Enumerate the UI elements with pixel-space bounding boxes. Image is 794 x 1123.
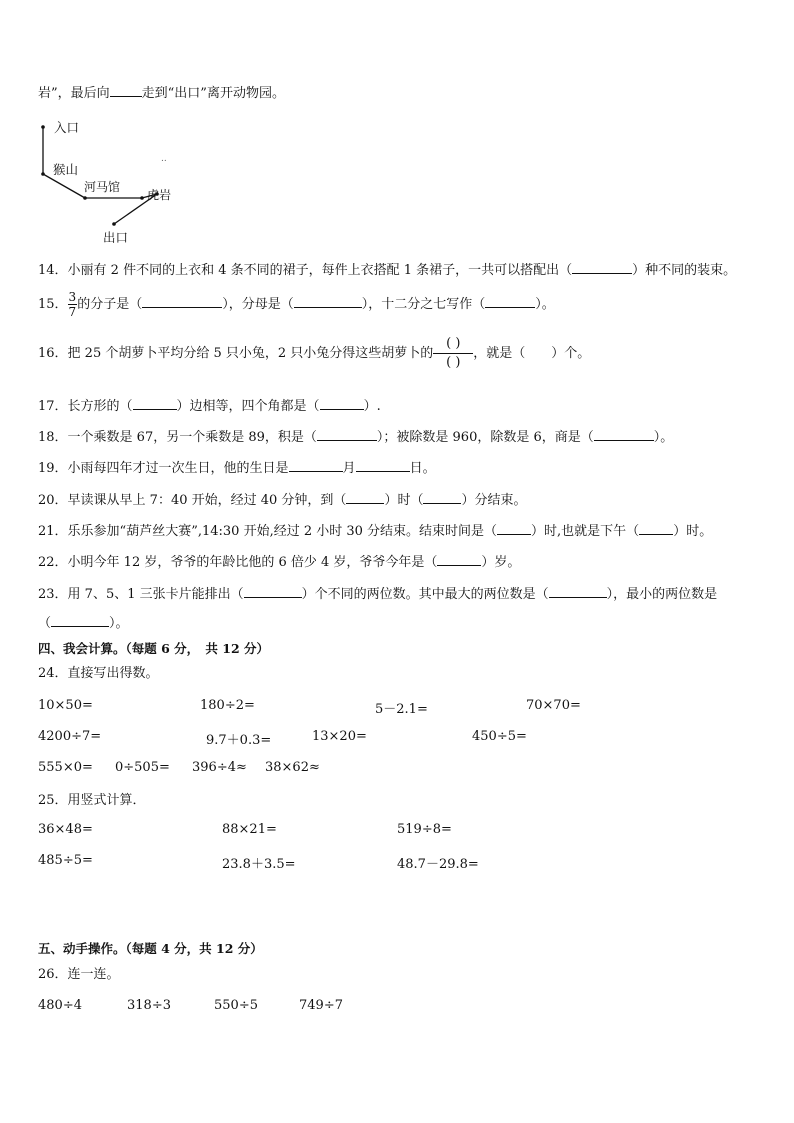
q24-r1-c3: 5－2.1= <box>375 702 428 717</box>
q23-text-line2-pre: （ <box>38 616 52 631</box>
map-label-monkey-hill: 猴山 <box>53 162 79 177</box>
q25-title: 25．用竖式计算． <box>38 793 146 808</box>
q26-title: 26．连一连。 <box>38 967 120 982</box>
q19-text-mid: 月 <box>342 461 356 476</box>
q24-r3-c3: 396÷4≈ <box>192 760 247 775</box>
q24-r2-c1: 4200÷7= <box>38 729 102 744</box>
q15-text-a: 的分子是（ <box>77 297 143 312</box>
q21-blank-pm-time[interactable] <box>639 521 673 535</box>
q14-text-post: ）种不同的装束。 <box>632 263 737 278</box>
q23-blank-smallest[interactable] <box>51 613 109 627</box>
q17-text-post: ）. <box>363 399 381 414</box>
q24-r3-c4: 38×62≈ <box>265 760 320 775</box>
q15-fraction-denominator: 7 <box>68 305 77 319</box>
q22-text-pre: 22．小明今年 12 岁，爷爷的年龄比他的 6 倍少 4 岁，爷爷今年是（ <box>38 555 438 570</box>
map-label-tiger-rock: 虎岩 <box>147 188 172 202</box>
q24-r1-c2: 180÷2= <box>200 698 255 713</box>
q19-blank-month[interactable] <box>289 458 343 472</box>
zoo-map-diagram <box>30 112 230 247</box>
q20-text-pre: 20．早读课从早上 7：40 开始，经过 40 分钟，到（ <box>38 493 347 508</box>
q17-blank-1[interactable] <box>133 396 177 410</box>
q16-text-post: ，就是（ ）个。 <box>473 346 591 361</box>
map-dots: .. <box>161 154 167 164</box>
q15-text-b: ），分母是（ <box>222 297 294 312</box>
q19 <box>38 458 436 477</box>
q18-text-mid: ）；被除数是 960，除数是 6，商是（ <box>376 430 594 445</box>
q15-fraction <box>68 290 78 319</box>
q23-text-post: ），最小的两位数是 <box>606 587 718 602</box>
q14-text-pre: 14．小丽有 2 件不同的上衣和 4 条不同的裙子，每件上衣搭配 1 条裙子，一共可以搭配出（ <box>38 263 573 278</box>
q24-r2-c3: 13×20= <box>312 729 367 744</box>
q21-blank-end-time[interactable] <box>497 521 531 535</box>
q26-item-2[interactable]: 318÷3 <box>127 998 171 1013</box>
q24-r2-c2: 9.7＋0.3= <box>206 733 272 748</box>
q24-r1-c1: 10×50= <box>38 698 93 713</box>
q19-text-pre: 19．小雨每四年才过一次生日，他的生日是 <box>38 461 289 476</box>
q20-blank-hour[interactable] <box>346 490 384 504</box>
q25-r2-c1: 485÷5= <box>38 853 93 868</box>
q25-r1-c2: 88×21= <box>222 822 277 837</box>
q23-text-mid: ）个不同的两位数。其中最大的两位数是（ <box>301 587 549 602</box>
q24-r1-c4: 70×70= <box>526 698 581 713</box>
q14 <box>38 260 736 279</box>
q16 <box>38 334 590 374</box>
q13-tail <box>38 83 285 102</box>
q14-blank[interactable] <box>572 260 632 274</box>
q25-r2-c2: 23.8＋3.5= <box>222 857 296 872</box>
section-5-title: 五、动手操作。（每题 4 分，共 12 分） <box>38 941 263 956</box>
q22 <box>38 552 520 571</box>
q24-r3-c1: 555×0= <box>38 760 93 775</box>
q15-number: 15． <box>38 297 68 312</box>
q16-fraction-denominator[interactable]: ( ) <box>446 355 461 370</box>
q21-text-post: ）时。 <box>673 524 713 539</box>
q15-blank-denominator[interactable] <box>294 294 362 308</box>
q16-text-pre: 16．把 25 个胡萝卜平均分给 5 只小兔，2 只小兔分得这些胡萝卜的 <box>38 346 434 361</box>
map-label-exit: 出口 <box>103 230 129 245</box>
q17-blank-2[interactable] <box>320 396 364 410</box>
q24-r2-c4: 450÷5= <box>472 729 527 744</box>
q23-blank-largest[interactable] <box>549 584 607 598</box>
q21 <box>38 521 712 540</box>
q13-text-pre: 岩”，最后向 <box>38 86 110 101</box>
q17 <box>38 396 381 415</box>
q25-r2-c3: 48.7－29.8= <box>397 857 479 872</box>
q18-text-post: ）。 <box>653 430 674 445</box>
q18-blank-product[interactable] <box>317 427 377 441</box>
q13-blank[interactable] <box>110 83 142 97</box>
q20-text-post: ）分结束。 <box>461 493 527 508</box>
q25-r1-c1: 36×48= <box>38 822 93 837</box>
q18-blank-quotient[interactable] <box>594 427 654 441</box>
map-label-hippo-house: 河马馆 <box>84 180 121 194</box>
q20-text-mid: ）时（ <box>384 493 424 508</box>
q23-text-pre: 23．用 7、5、1 三张卡片能排出（ <box>38 587 244 602</box>
q17-text-mid: ）边相等，四个角都是（ <box>176 399 320 414</box>
q18 <box>38 427 673 446</box>
q23-text-line2-post: ）。 <box>109 616 129 631</box>
q15-blank-written[interactable] <box>485 294 535 308</box>
q23-line-1 <box>38 584 717 603</box>
q25-r1-c3: 519÷8= <box>397 822 452 837</box>
q16-fraction-blank[interactable] <box>433 335 473 372</box>
q19-blank-day[interactable] <box>356 458 410 472</box>
q20 <box>38 490 526 509</box>
q15 <box>38 290 555 320</box>
q19-text-post: 日。 <box>409 461 436 476</box>
q26-item-1[interactable]: 480÷4 <box>38 998 82 1013</box>
section-4-title: 四、我会计算。（每题 6 分， 共 12 分） <box>38 641 270 656</box>
q22-text-post: ）岁。 <box>481 555 521 570</box>
q21-text-pre: 21．乐乐参加“葫芦丝大赛”,14:30 开始,经过 2 小时 30 分结束。结束时间是（ <box>38 524 498 539</box>
q16-fraction-numerator[interactable]: ( ) <box>433 335 473 354</box>
q23-blank-count[interactable] <box>244 584 302 598</box>
q23-line-2 <box>38 613 129 632</box>
q15-blank-numerator[interactable] <box>142 294 222 308</box>
q15-text-d: ）。 <box>535 297 555 312</box>
q15-fraction-numerator: 3 <box>68 290 77 304</box>
q26-item-3[interactable]: 550÷5 <box>214 998 258 1013</box>
q13-text-post: 走到“出口”离开动物园。 <box>141 86 285 101</box>
q18-text-pre: 18．一个乘数是 67，另一个乘数是 89，积是（ <box>38 430 317 445</box>
q20-blank-minute[interactable] <box>423 490 461 504</box>
q24-title: 24．直接写出得数。 <box>38 666 159 681</box>
q21-text-mid: ）时,也就是下午（ <box>531 524 640 539</box>
map-label-entrance: 入口 <box>54 120 80 135</box>
q15-text-c: ），十二分之七写作（ <box>361 297 486 312</box>
q26-item-4[interactable]: 749÷7 <box>299 998 343 1013</box>
q22-blank[interactable] <box>437 552 481 566</box>
q24-r3-c2: 0÷505= <box>115 760 170 775</box>
q17-text-pre: 17．长方形的（ <box>38 399 133 414</box>
